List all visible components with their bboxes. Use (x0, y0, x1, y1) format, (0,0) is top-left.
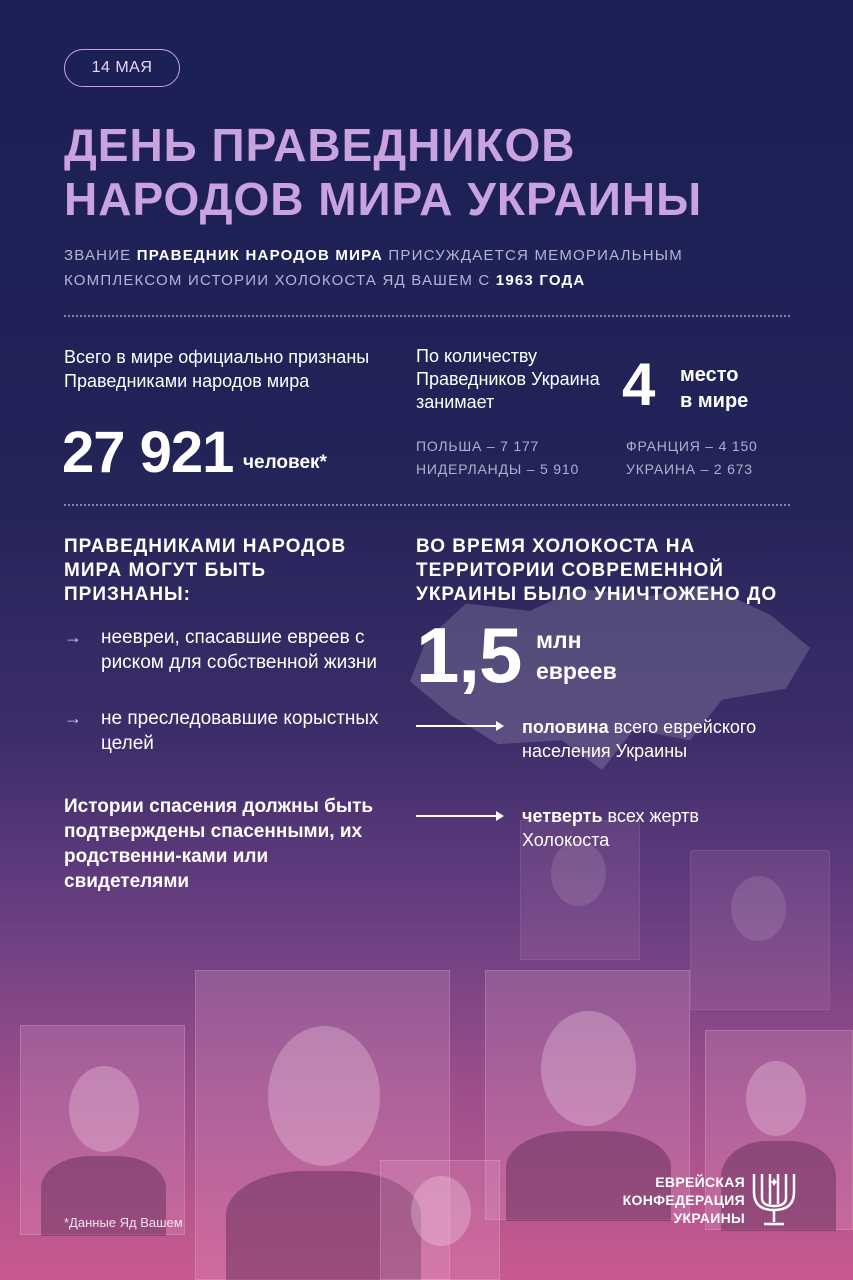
dotted-divider (64, 315, 790, 317)
verification-note: Истории спасения должны быть подтверждены спасенными, их родственни-ками или свидетелями (64, 796, 374, 892)
portrait-photo (20, 1025, 185, 1235)
rank-label-line-2: в мире (680, 390, 749, 412)
criteria-item-text: неевреи, спасавшие евреев с риском для собственной жизни (101, 627, 378, 673)
long-arrow-icon (416, 815, 502, 817)
subtitle-text: ЗВАНИЕ (64, 247, 137, 264)
victims-unit-line-1: млн (536, 627, 582, 653)
total-intro: Всего в мире официально признаны Праведниками народов мира (64, 347, 370, 391)
criteria-item (64, 706, 384, 756)
country-stat: ФРАНЦИЯ – 4 150 (626, 438, 758, 454)
arrow-right-icon: → (64, 627, 82, 647)
criteria-heading: ПРАВЕДНИКАМИ НАРОДОВ МИРА МОГУТ БЫТЬ ПРИЗНАНЫ: (64, 536, 347, 605)
subtitle-bold: ПРАВЕДНИК НАРОДОВ МИРА (136, 247, 384, 264)
country-stat: УКРАИНА – 2 673 (626, 461, 753, 477)
total-unit: человек* (243, 452, 327, 473)
holocaust-heading: ВО ВРЕМЯ ХОЛОКОСТА НА ТЕРРИТОРИИ СОВРЕМЕННОЙ УКРАИНЫ БЫЛО УНИЧТОЖЕНО ДО (416, 536, 778, 605)
victims-unit (536, 625, 617, 687)
criteria-item (64, 625, 384, 675)
victims-number: 1,5 (416, 611, 522, 699)
country-stat: НИДЕРЛАНДЫ – 5 910 (416, 461, 580, 477)
title-line-2: НАРОДОВ МИРА УКРАИНЫ (64, 173, 703, 225)
fact-text: всего еврейского населения Украины (522, 717, 757, 761)
holocaust-fact (522, 804, 782, 852)
arrow-right-icon: → (64, 708, 82, 728)
holocaust-fact (522, 715, 782, 763)
rank-number: 4 (622, 351, 656, 418)
logo-line-2: КОНФЕДЕРАЦИЯ (622, 1192, 745, 1208)
victims-unit-line-2: евреев (536, 658, 617, 684)
fact-bold: половина (522, 717, 609, 737)
subtitle (64, 243, 804, 293)
fact-text: всех жертв Холокоста (522, 806, 699, 850)
page-title (64, 118, 804, 226)
criteria-item-text: не преследовавшие корыстных целей (101, 708, 379, 754)
fact-bold: четверть (522, 806, 603, 826)
title-line-1: ДЕНЬ ПРАВЕДНИКОВ (64, 119, 576, 171)
portrait-photo (380, 1160, 500, 1280)
menorah-logo-icon (748, 1170, 798, 1230)
portrait-photo (690, 850, 830, 1010)
subtitle-bold: 1963 ГОДА (495, 272, 586, 289)
organization-logo-text (620, 1173, 745, 1227)
logo-line-1: ЕВРЕЙСКАЯ (655, 1174, 745, 1190)
rank-intro: По количеству Праведников Украина занимает (416, 346, 600, 412)
date-badge: 14 МАЯ (64, 49, 180, 87)
dotted-divider (64, 504, 790, 506)
rank-label-line-1: место (680, 364, 739, 386)
subtitle-text: ПРИСУЖДАЕТСЯ МЕМОРИАЛЬНЫМ КОМПЛЕКСОМ ИСТОРИИ ХОЛОКОСТА ЯД ВАШЕМ С (64, 247, 683, 289)
country-stat: ПОЛЬША – 7 177 (416, 438, 540, 454)
footnote: *Данные Яд Вашем (64, 1215, 183, 1230)
rank-label (680, 362, 800, 414)
logo-line-3: УКРАИНЫ (673, 1210, 745, 1226)
total-number: 27 921 (62, 420, 234, 485)
long-arrow-icon (416, 725, 502, 727)
